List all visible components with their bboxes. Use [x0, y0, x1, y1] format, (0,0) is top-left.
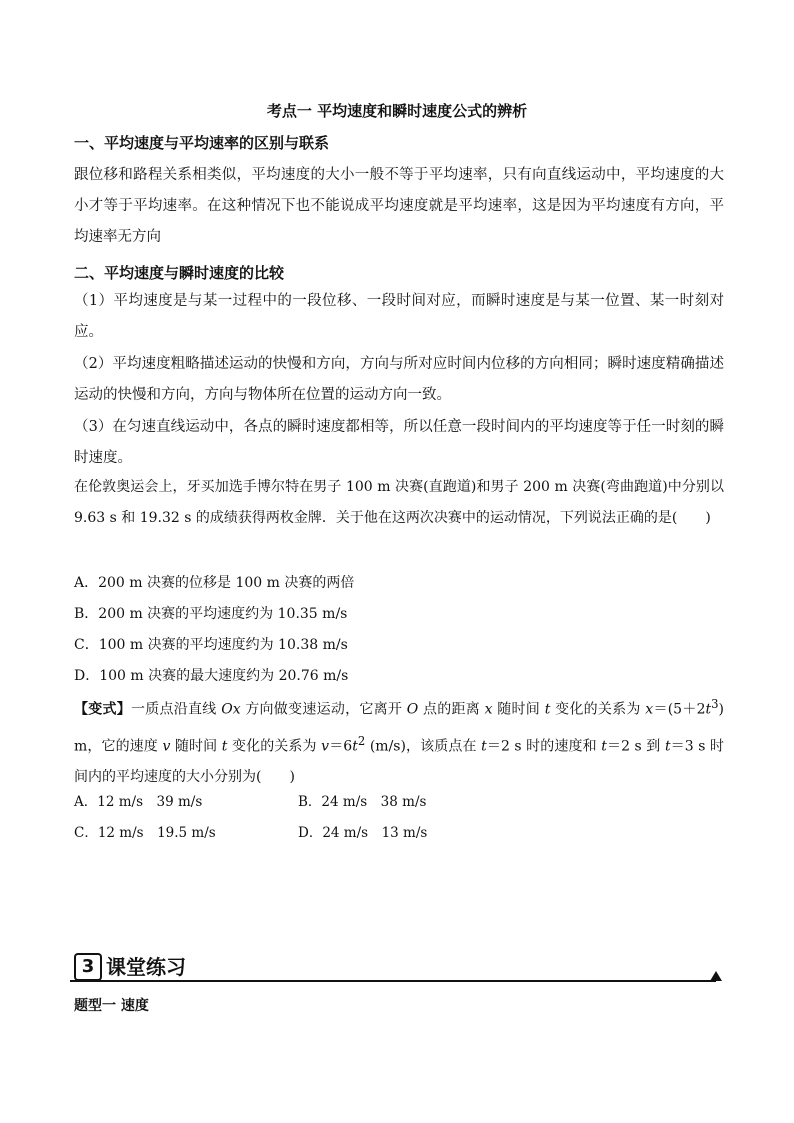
question1-option-a: A．200 m 决赛的位移是 100 m 决赛的两倍: [74, 575, 355, 591]
triangle-marker-icon: [710, 971, 722, 981]
section2-item1: （1）平均速度是与某一过程中的一段位移、一段时间对应，而瞬时速度是与某一位置、某一时刻对应。: [74, 293, 724, 340]
section2-item2: （2）平均速度粗略描述运动的快慢和方向，方向与所对应时间内位移的方向相同；瞬时速度精确描述运动的快慢和方向，方向与物体所在位置的运动方向一致。: [74, 356, 724, 403]
variant-option-a: A．12 m/s 39 m/s: [74, 794, 203, 810]
question1-option-d: D．100 m 决赛的最大速度约为 20.76 m/s: [74, 668, 349, 684]
section2-heading: 二、平均速度与瞬时速度的比较: [74, 264, 285, 282]
question1-option-b: B．200 m 决赛的平均速度约为 10.35 m/s: [74, 606, 348, 622]
section1-paragraph: 跟位移和路程关系相类似，平均速度的大小一般不等于平均速率，只有向直线运动中，平均速度的大小才等于平均速率。在这种情况下也不能说成平均速度就是平均速率，这是因为平均速度有方向，平均速率无方向: [74, 167, 724, 245]
section3-header: [70, 953, 722, 981]
variant-question: 【变式】一质点沿直线 Ox 方向做变速运动，它离开 O 点的距离 x 随时间 t 变化的关系为 $x=(5+2t^3)$ m，它的速度 v 随时间 t 变化的关系为 $v=6t^2$ (m/s)，该质点在 t＝2 s 时的速度和 t＝2 s 到 t＝3 s 时间内的平均速度的大小分别为( ): [74, 697, 725, 786]
question1-option-c: C．100 m 决赛的平均速度约为 10.38 m/s: [74, 637, 348, 653]
section1-heading: 一、平均速度与平均速率的区别与联系: [74, 134, 330, 152]
question1-stem: 在伦敦奥运会上，牙买加选手博尔特在男子 100 m 决赛(直跑道)和男子 200 m 决赛(弯曲跑道)中分别以 9.63 s 和 19.32 s 的成绩获得两枚金牌．关于他在这两次决赛中的运动情况，下列说法正确的是( ): [74, 479, 724, 526]
variant-option-b: B．24 m/s 38 m/s: [298, 794, 427, 810]
section3-label: 课堂练习: [106, 955, 186, 979]
variant-tag: 【变式】: [74, 701, 132, 718]
variant-option-c: C．12 m/s 19.5 m/s: [74, 825, 216, 841]
variant-option-d: D．24 m/s 13 m/s: [298, 825, 428, 841]
section2-item3: （3）在匀速直线运动中，各点的瞬时速度都相等，所以任意一段时间内的平均速度等于任一时刻的瞬时速度。: [74, 419, 724, 466]
section3-divider: [70, 980, 716, 982]
page-title: 考点一 平均速度和瞬时速度公式的辨析: [266, 102, 528, 120]
section3-number-badge: 3: [74, 953, 102, 981]
question-type-heading: 题型一 速度: [74, 998, 149, 1014]
